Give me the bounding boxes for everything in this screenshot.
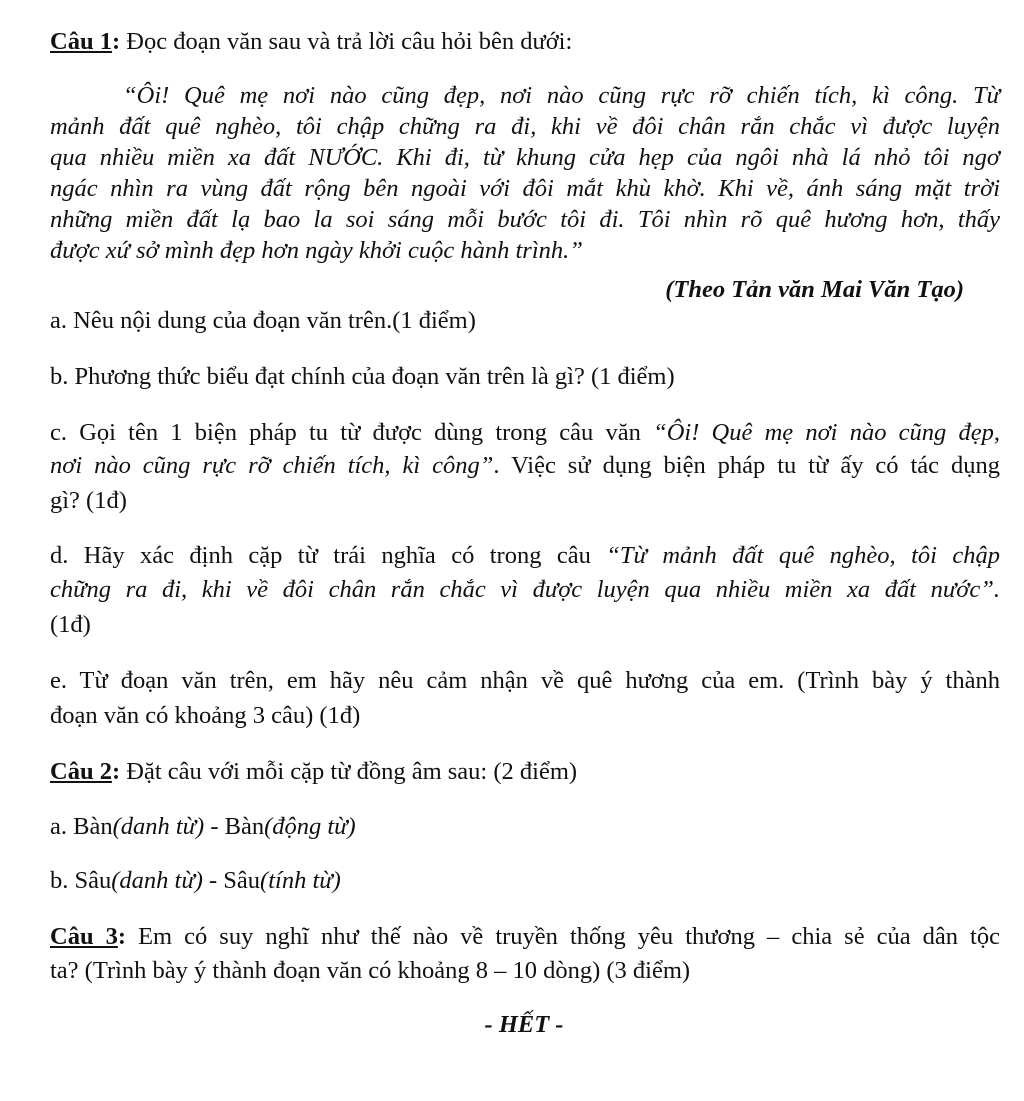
q1-c-line-3: gì? (1đ) <box>50 487 127 514</box>
q2-b-type-1: (danh từ) <box>111 867 203 894</box>
q3-line-1 <box>50 922 1000 952</box>
q1-label: Câu 1 <box>50 28 112 55</box>
passage-line-5: những miền đất lạ bao la soi sáng mỗi bước tôi đi. Tôi nhìn rõ quê hương hơn, thấy <box>50 206 1000 233</box>
q2-b-word-1: b. Sâu <box>50 867 112 894</box>
q2-prompt: Đặt câu với mỗi cặp từ đồng âm sau: (2 điểm) <box>120 758 578 785</box>
q1-d-line-2: chững ra đi, khi về đôi chân rắn chắc vì được luyện qua nhiều miền xa đất nước”. <box>50 576 1000 603</box>
end-marker: - HẾT - <box>484 1011 564 1038</box>
q1-c-line-2 <box>50 451 1000 481</box>
q2-heading <box>50 757 1000 787</box>
q2-b <box>50 866 1000 896</box>
q1-prompt: Đọc đoạn văn sau và trả lời câu hỏi bên dưới: <box>120 28 573 55</box>
q3-line-2: ta? (Trình bày ý thành đoạn văn có khoảng 8 – 10 dòng) (3 điểm) <box>50 957 691 984</box>
q1-b: b. Phương thức biểu đạt chính của đoạn văn trên là gì? (1 điểm) <box>50 363 675 390</box>
q1-c-text-cont: . Việc sử dụng biện pháp tu từ ấy có tác dụng <box>493 452 1000 479</box>
q2-a-type-1: (danh từ) <box>112 813 205 840</box>
passage-line-3: qua nhiều miền xa đất NƯỚC. Khi đi, từ khung cửa hẹp của ngôi nhà lá nhỏ tôi ngơ <box>50 144 1000 171</box>
passage-line-4: ngác nhìn ra vùng đất rộng bên ngoài với đôi mắt khù khờ. Khi về, ánh sáng mặt trời <box>50 175 1000 202</box>
q1-d-quote: “Từ mảnh đất quê nghèo, tôi chập <box>606 542 1000 569</box>
q1-heading <box>50 27 1000 57</box>
q2-colon: : <box>111 758 121 785</box>
q1-c-quote: “Ôi! Quê mẹ nơi nào cũng đẹp, <box>653 419 1000 446</box>
q2-a-word-1: a. Bàn <box>50 813 113 840</box>
q2-a-type-2: (động từ) <box>264 813 356 840</box>
q1-c-quote-cont: nơi nào cũng rực rỡ chiến tích, kì công” <box>50 452 494 479</box>
q1-colon: : <box>111 28 121 55</box>
q1-d-text: d. Hãy xác định cặp từ trái nghĩa có trong câu <box>50 542 607 569</box>
q1-c-text: c. Gọi tên 1 biện pháp tu từ được dùng trong câu văn <box>50 419 654 446</box>
q3-colon: : <box>117 923 127 950</box>
passage-line-1: “Ôi! Quê mẹ nơi nào cũng đẹp, nơi nào cũng rực rỡ chiến tích, kì công. Từ <box>123 82 1000 109</box>
q2-a <box>50 812 1000 842</box>
q2-a-word-2: - Bàn <box>204 813 265 840</box>
q1-e-line-2: đoạn văn có khoảng 3 câu) (1đ) <box>50 702 361 729</box>
q1-d-line-1 <box>50 541 1000 571</box>
q1-a: a. Nêu nội dung của đoạn văn trên.(1 điểm) <box>50 307 476 334</box>
passage-source: (Theo Tản văn Mai Văn Tạo) <box>665 276 964 303</box>
q2-label: Câu 2 <box>50 758 112 785</box>
passage-line-6: được xứ sở mình đẹp hơn ngày khởi cuộc hành trình.” <box>50 237 583 264</box>
q1-d-line-3: (1đ) <box>50 611 91 638</box>
q2-b-type-2: (tính từ) <box>260 867 341 894</box>
q2-b-word-2: - Sâu <box>202 867 261 894</box>
passage-line-2: mảnh đất quê nghèo, tôi chập chững ra đi, khi về đôi chân rắn chắc vì được luyện <box>50 113 1000 140</box>
q1-e-line-1: e. Từ đoạn văn trên, em hãy nêu cảm nhận về quê hương của em. (Trình bày ý thành <box>50 667 1000 694</box>
q1-c-line-1 <box>50 418 1000 448</box>
q3-text: Em có suy nghĩ như thế nào về truyền thống yêu thương – chia sẻ của dân tộc <box>126 923 1000 950</box>
q3-label: Câu 3 <box>50 923 118 950</box>
